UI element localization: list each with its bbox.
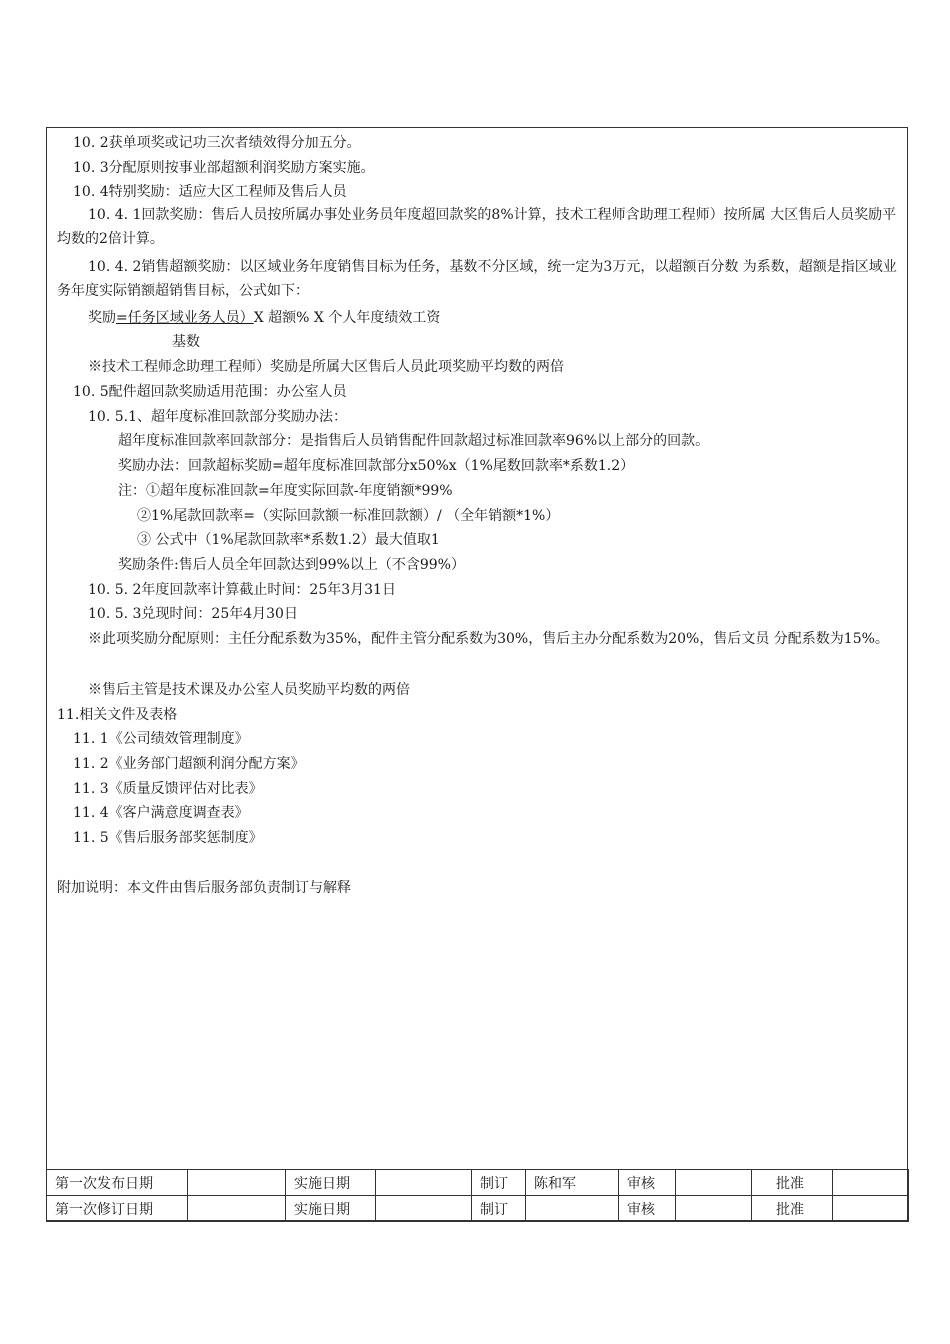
implementation-date-value [376, 1170, 472, 1196]
signature-table [46, 1169, 909, 1222]
doc-item-11-2: 11. 2《业务部门超额利润分配方案》 [73, 756, 305, 772]
clause-10-2: 10. 2获单项奖或记功三次者绩效得分加五分。 [73, 135, 361, 151]
doc-item-11-1: 11. 1《公司绩效管理制度》 [73, 731, 249, 747]
first-issue-date-value [188, 1170, 286, 1196]
formula-prefix: 奖励 [88, 310, 116, 326]
formula-suffix: X 超额% X 个人年度绩效工资 [253, 310, 441, 326]
note-3: ③ 公式中（1%尾款回款率*系数1.2）最大值取1 [137, 532, 440, 548]
reviewed-by-value [676, 1170, 752, 1196]
doc-item-11-3: 11. 3《质量反馈评估对比表》 [73, 781, 263, 797]
clause-10-4-1: 10. 4. 1回款奖励：售后人员按所属办事处业务员年度超回款奖的8%计算，技术工程师含助理工程师）按所属 大区售后人员奖励平均数的2倍计算。 [57, 207, 897, 247]
definition-line: 超年度标准回款率回款部分：是指售后人员销售配件回款超过标准回款率96%以上部分的回款。 [118, 433, 710, 449]
approved-by-label: 批准 [752, 1196, 833, 1222]
clause-10-3: 10. 3分配原则按事业部超额利润奖励方案实施。 [73, 160, 375, 176]
reward-condition: 奖励条件:售后人员全年回款达到99%以上（不含99%） [118, 557, 465, 573]
drafted-by-label: 制订 [472, 1170, 526, 1196]
implementation-date-label: 实施日期 [286, 1196, 376, 1222]
approved-by-label: 批准 [752, 1170, 833, 1196]
implementation-date-value [376, 1196, 472, 1222]
clause-10-5-1: 10. 5.1、超年度标准回款部分奖励办法： [88, 409, 347, 425]
reviewed-by-label: 审核 [619, 1170, 676, 1196]
clause-10-5-2: 10. 5. 2年度回款率计算截止时间：25年3月31日 [88, 582, 396, 598]
reviewed-by-value [676, 1196, 752, 1222]
clause-10-5: 10. 5配件超回款奖励适用范围：办公室人员 [73, 384, 347, 400]
first-issue-date-label: 第一次发布日期 [47, 1170, 188, 1196]
note-2: ②1%尾款回款率=（实际回款额一标准回款额）/ （全年销额*1%） [137, 508, 560, 524]
reward-formula [88, 309, 440, 327]
drafted-by-value [526, 1196, 619, 1222]
drafted-by-label: 制订 [472, 1196, 526, 1222]
approved-by-value [833, 1196, 909, 1222]
note-distribution: ※此项奖励分配原则：主任分配系数为35%，配件主管分配系数为30%，售后主办分配系数为20%，售后文员 分配系数为15%。 [88, 631, 889, 647]
doc-item-11-5: 11. 5《售后服务部奖惩制度》 [73, 830, 263, 846]
clause-10-5-3: 10. 5. 3兑现时间：25年4月30日 [88, 606, 298, 622]
note-supervisor: ※售后主管是技术课及办公室人员奖励平均数的两倍 [88, 682, 410, 698]
clause-10-4: 10. 4特别奖励：适应大区工程师及售后人员 [73, 184, 347, 200]
clause-10-4-2: 10. 4. 2销售超额奖励：以区域业务年度销售目标为任务，基数不分区域，统一定为3万元，以超额百分数 为系数，超额是指区域业务年度实际销额超销售目标，公式如下： [57, 259, 897, 299]
reward-method-line: 奖励办法：回款超标奖励=超年度标准回款部分x50%x（1%尾数回款率*系数1.2） [118, 458, 635, 474]
formula-underlined: =任务区域业务人员） [116, 310, 254, 326]
formula-base: 基数 [172, 334, 200, 350]
signature-row-issue [47, 1170, 909, 1196]
reviewed-by-label: 审核 [619, 1196, 676, 1222]
implementation-date-label: 实施日期 [286, 1170, 376, 1196]
signature-row-revision [47, 1196, 909, 1222]
additional-note: 附加说明：本文件由售后服务部负责制订与解释 [57, 880, 351, 896]
first-revision-date-label: 第一次修订日期 [47, 1196, 188, 1222]
section-11-title: 11.相关文件及表格 [57, 707, 178, 723]
note-engineer: ※技术工程师念助理工程师）奖励是所属大区售后人员此项奖励平均数的两倍 [88, 359, 564, 375]
doc-item-11-4: 11. 4《客户满意度调查表》 [73, 805, 249, 821]
drafted-by-value: 陈和军 [526, 1170, 619, 1196]
approved-by-value [833, 1170, 909, 1196]
note-1: 注：①超年度标准回款=年度实际回款-年度销额*99% [118, 483, 453, 499]
first-revision-date-value [188, 1196, 286, 1222]
